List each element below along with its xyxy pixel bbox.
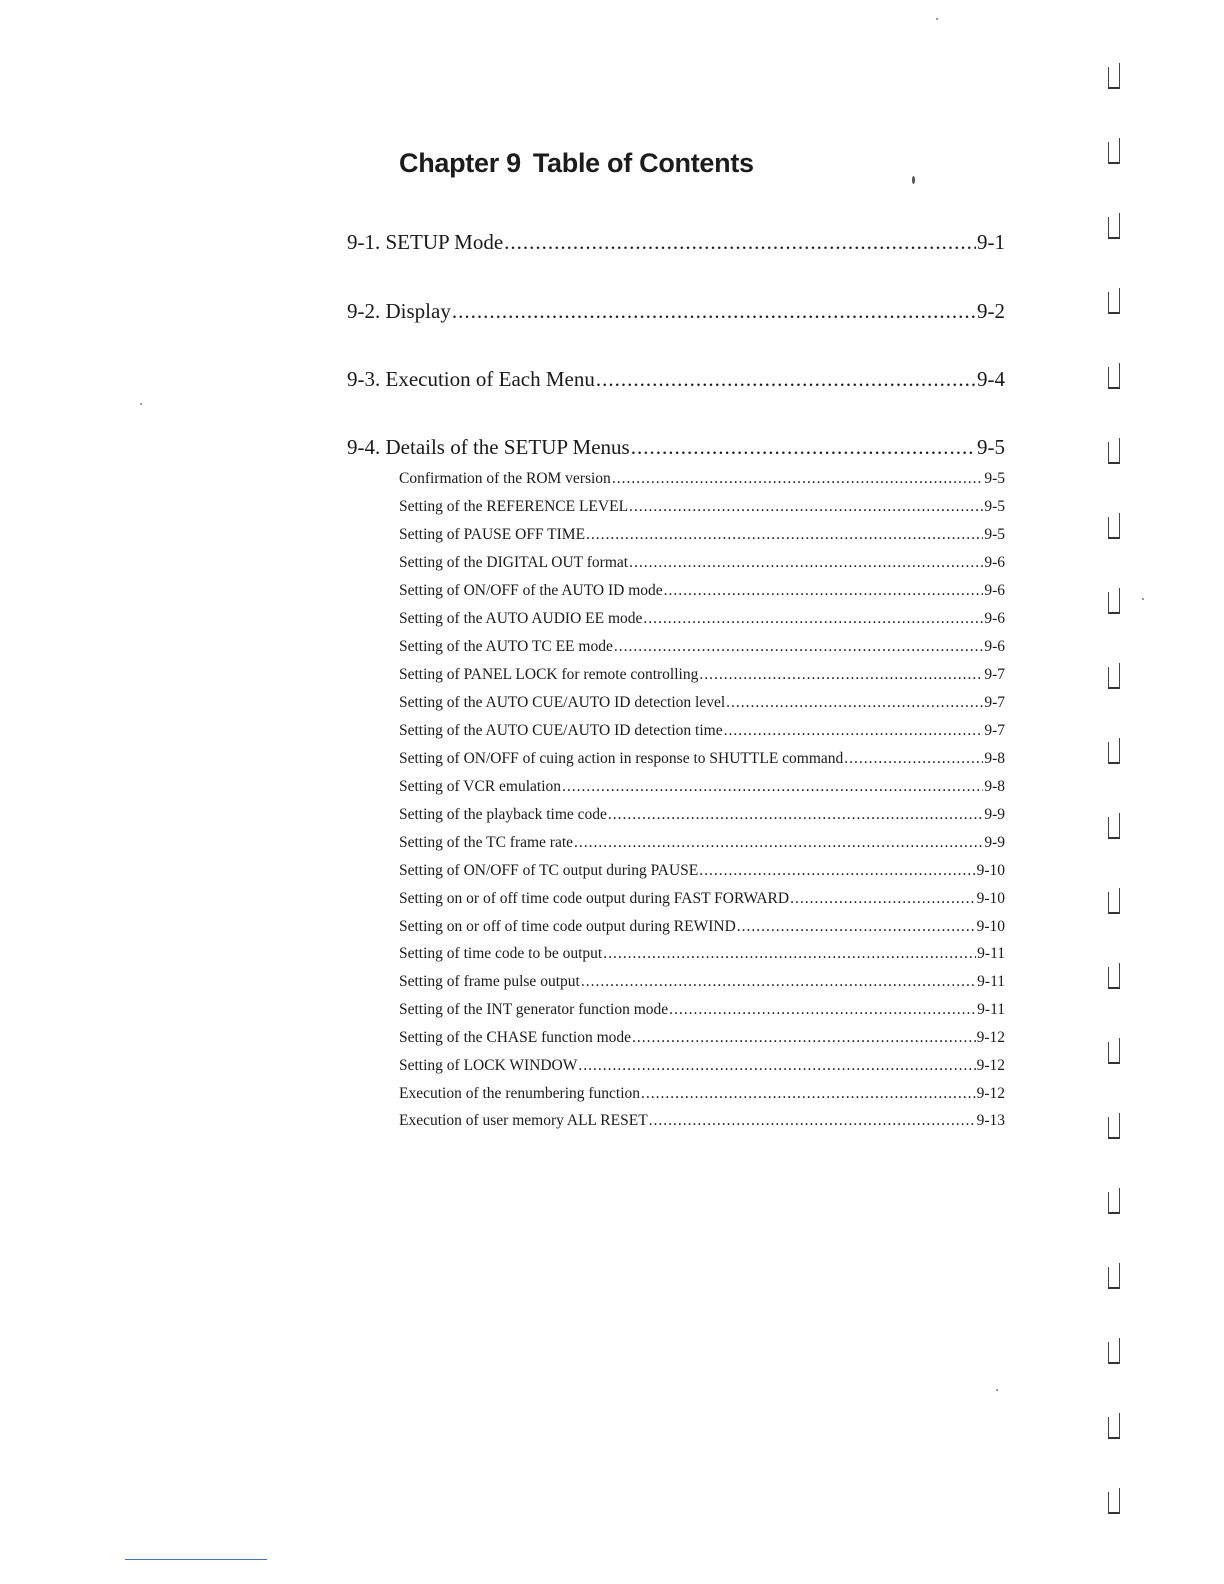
- binder-tab-mark: [1108, 205, 1120, 239]
- toc-subsection-label: Execution of the renumbering function: [399, 1085, 641, 1102]
- dot-leader: [608, 806, 983, 824]
- dot-leader: [452, 299, 976, 324]
- toc-page-number: 9-12: [976, 1085, 1005, 1102]
- toc-section-label: 9-4. Details of the SETUP Menus: [347, 435, 630, 459]
- toc-section-9-1[interactable]: [347, 230, 1005, 255]
- toc-subsection[interactable]: [399, 945, 1005, 963]
- toc-page-number: 9-10: [976, 890, 1005, 907]
- toc-subsection-label: Setting on or off of time code output during REWIND: [399, 918, 736, 935]
- dot-leader: [844, 750, 983, 768]
- toc-subsection-label: Setting of the CHASE function mode: [399, 1029, 632, 1046]
- toc-subsection[interactable]: [399, 778, 1005, 796]
- toc-subsection[interactable]: [399, 470, 1005, 488]
- toc-subsection-label: Setting of PANEL LOCK for remote controlling: [399, 666, 699, 683]
- toc-subsection-label: Setting of the AUTO CUE/AUTO ID detection time: [399, 722, 723, 739]
- dot-leader: [699, 862, 975, 880]
- toc-subsection[interactable]: [399, 862, 1005, 880]
- binder-tab-mark: [1108, 955, 1120, 989]
- toc-page-number: 9-9: [984, 806, 1005, 823]
- scan-speck: [996, 1389, 998, 1391]
- toc-subsection-label: Confirmation of the ROM version: [399, 470, 611, 487]
- toc-subsection-label: Setting of PAUSE OFF TIME: [399, 526, 586, 543]
- scan-speck: [140, 403, 142, 405]
- binder-tab-mark: [1108, 280, 1120, 314]
- dot-leader: [562, 778, 983, 796]
- toc-page-number: 9-7: [984, 722, 1005, 739]
- toc-page-number: 9-12: [976, 1029, 1005, 1046]
- bottom-rule: [125, 1559, 267, 1560]
- toc-subsection[interactable]: [399, 973, 1005, 991]
- dot-leader: [632, 1029, 976, 1047]
- toc-page-number: 9-9: [984, 834, 1005, 851]
- toc-section-9-2[interactable]: [347, 299, 1005, 324]
- toc-subsection[interactable]: [399, 1029, 1005, 1047]
- binder-tab-mark: [1108, 1180, 1120, 1214]
- toc-subsection[interactable]: [399, 694, 1005, 712]
- toc-page-number: 9-13: [976, 1112, 1005, 1129]
- dot-leader: [790, 890, 975, 908]
- toc-section-label: 9-2. Display: [347, 299, 451, 323]
- toc-section-label: 9-1. SETUP Mode: [347, 230, 504, 254]
- toc-subsection[interactable]: [399, 722, 1005, 740]
- toc-page-number: 9-5: [984, 526, 1005, 543]
- binder-tab-mark: [1108, 655, 1120, 689]
- toc-section-9-3[interactable]: [347, 367, 1005, 392]
- scan-speck: [936, 18, 938, 20]
- dot-leader: [643, 610, 983, 628]
- toc-page-number: 9-6: [984, 582, 1005, 599]
- toc-subsection-label: Setting of frame pulse output: [399, 973, 580, 990]
- binder-tab-mark: [1108, 805, 1120, 839]
- toc-subsection-label: Setting of time code to be output: [399, 945, 603, 962]
- toc-subsection[interactable]: [399, 890, 1005, 908]
- toc-subsection-label: Setting of the DIGITAL OUT format: [399, 554, 629, 571]
- dot-leader: [586, 526, 983, 544]
- binder-tab-mark: [1108, 1105, 1120, 1139]
- toc-page-number: 9-6: [984, 554, 1005, 571]
- toc-page-number: 9-5: [984, 470, 1005, 487]
- toc-page-number: 9-1: [977, 230, 1005, 254]
- toc-subsection-label: Setting on or of off time code output during FAST FORWARD: [399, 890, 790, 907]
- binder-tab-mark: [1108, 1030, 1120, 1064]
- chapter-number: Chapter 9: [399, 148, 521, 178]
- dot-leader: [629, 498, 983, 516]
- toc-subsection[interactable]: [399, 1112, 1005, 1130]
- binder-tab-mark: [1108, 430, 1120, 464]
- toc-subsection[interactable]: [399, 1001, 1005, 1019]
- dot-leader: [612, 470, 984, 488]
- dot-leader: [631, 435, 976, 460]
- dot-leader: [603, 945, 976, 963]
- toc-page-number: 9-7: [984, 666, 1005, 683]
- toc-subsection-label: Setting of the AUTO CUE/AUTO ID detection level: [399, 694, 726, 711]
- chapter-heading: Table of Contents: [532, 148, 754, 178]
- toc-subsection[interactable]: [399, 610, 1005, 628]
- dot-leader: [669, 1001, 976, 1019]
- toc-subsection[interactable]: [399, 582, 1005, 600]
- toc-subsection[interactable]: [399, 526, 1005, 544]
- toc-subsection-label: Setting of VCR emulation: [399, 778, 562, 795]
- toc-subsection-label: Setting of ON/OFF of cuing action in response to SHUTTLE command: [399, 750, 844, 767]
- scan-speck: [912, 176, 915, 184]
- toc-page-number: 9-10: [976, 918, 1005, 935]
- toc-subsection[interactable]: [399, 806, 1005, 824]
- toc-subsection-label: Setting of the INT generator function mode: [399, 1001, 669, 1018]
- dot-leader: [578, 1057, 975, 1075]
- toc-subsection[interactable]: [399, 554, 1005, 572]
- toc-page-number: 9-5: [984, 498, 1005, 515]
- binder-tab-mark: [1108, 1255, 1120, 1289]
- dot-leader: [596, 367, 976, 392]
- binder-tab-mark: [1108, 1330, 1120, 1364]
- toc-subsection[interactable]: [399, 666, 1005, 684]
- toc-section-9-4[interactable]: [347, 435, 1005, 460]
- toc-page-number: 9-6: [984, 610, 1005, 627]
- toc-page-number: 9-8: [984, 750, 1005, 767]
- toc-subsection-label: Setting of the AUTO AUDIO EE mode: [399, 610, 643, 627]
- toc-page-number: 9-12: [976, 1057, 1005, 1074]
- binder-tab-mark: [1108, 1480, 1120, 1514]
- binder-tab-mark: [1108, 580, 1120, 614]
- dot-leader: [641, 1085, 976, 1103]
- toc-page-number: 9-7: [984, 694, 1005, 711]
- dot-leader: [649, 1112, 976, 1130]
- toc-page-number: 9-11: [977, 945, 1005, 962]
- toc-page-number: 9-4: [977, 367, 1005, 391]
- toc-subsection[interactable]: [399, 638, 1005, 656]
- toc-page-number: 9-8: [984, 778, 1005, 795]
- dot-leader: [581, 973, 976, 991]
- binder-tab-mark: [1108, 880, 1120, 914]
- toc-subsection[interactable]: [399, 918, 1005, 936]
- dot-leader: [614, 638, 983, 656]
- dot-leader: [726, 694, 983, 712]
- toc-subsection-label: Setting of the playback time code: [399, 806, 607, 823]
- toc-page-number: 9-11: [977, 973, 1005, 990]
- dot-leader: [664, 582, 984, 600]
- toc-subsection-label: Setting of ON/OFF of TC output during PAUSE: [399, 862, 699, 879]
- toc-subsection-label: Setting of LOCK WINDOW: [399, 1057, 578, 1074]
- toc-page-number: 9-2: [977, 299, 1005, 323]
- toc-subsection[interactable]: [399, 1085, 1005, 1103]
- dot-leader: [737, 918, 976, 936]
- binder-tab-mark: [1108, 505, 1120, 539]
- binder-tab-mark: [1108, 355, 1120, 389]
- toc-page-number: 9-11: [977, 1001, 1005, 1018]
- binder-tab-mark: [1108, 1405, 1120, 1439]
- binder-tab-mark: [1108, 730, 1120, 764]
- toc-subsection[interactable]: [399, 834, 1005, 852]
- toc-subsection-label: Execution of user memory ALL RESET: [399, 1112, 648, 1129]
- toc-subsection-label: Setting of the REFERENCE LEVEL: [399, 498, 629, 515]
- toc-page-number: 9-6: [984, 638, 1005, 655]
- dot-leader: [629, 554, 983, 572]
- dot-leader: [699, 666, 983, 684]
- toc-subsection[interactable]: [399, 1057, 1005, 1075]
- toc-section-label: 9-3. Execution of Each Menu: [347, 367, 595, 391]
- binder-tab-mark: [1108, 55, 1120, 89]
- toc-subsection-label: Setting of ON/OFF of the AUTO ID mode: [399, 582, 663, 599]
- dot-leader: [504, 230, 976, 255]
- toc-page-number: 9-10: [976, 862, 1005, 879]
- binder-tab-mark: [1108, 130, 1120, 164]
- dot-leader: [574, 834, 983, 852]
- toc-page-number: 9-5: [977, 435, 1005, 459]
- toc-subsection-label: Setting of the AUTO TC EE mode: [399, 638, 613, 655]
- dot-leader: [724, 722, 984, 740]
- toc-subsection-label: Setting of the TC frame rate: [399, 834, 574, 851]
- toc-subsection[interactable]: [399, 498, 1005, 516]
- scan-speck: [1142, 598, 1144, 600]
- toc-subsection[interactable]: [399, 750, 1005, 768]
